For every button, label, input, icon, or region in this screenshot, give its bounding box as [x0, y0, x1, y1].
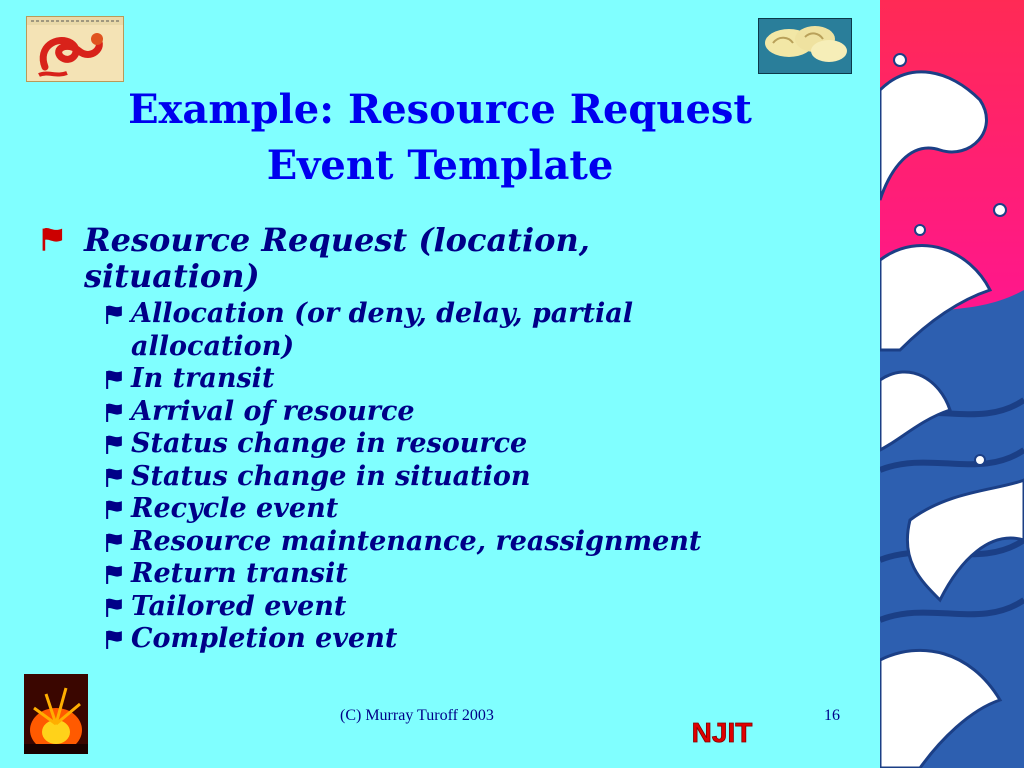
title-line-1: Example: Resource Request	[128, 86, 752, 133]
flag-icon	[104, 532, 125, 553]
great-wave-panel	[880, 0, 1024, 768]
main-item-line-2: situation)	[84, 257, 260, 295]
list-item	[104, 623, 860, 656]
list-item-main	[40, 222, 860, 294]
list-item	[104, 526, 860, 559]
list-item-text: Recycle event	[131, 493, 339, 524]
title-line-2: Event Template	[266, 142, 614, 189]
list-item	[104, 298, 860, 363]
list-item-text-cont: allocation)	[131, 330, 295, 362]
list-item-text: Resource maintenance, reassignment	[131, 525, 702, 557]
flag-icon	[40, 226, 66, 252]
flag-icon	[104, 629, 125, 650]
list-item	[104, 461, 860, 494]
list-item	[104, 396, 860, 429]
njit-logo	[682, 714, 762, 748]
volcano-photo	[24, 674, 88, 754]
flag-icon	[104, 369, 125, 390]
list-item-text: Arrival of resource	[131, 395, 415, 427]
sub-list	[104, 298, 860, 656]
bullet-list	[40, 222, 860, 656]
list-item	[104, 558, 860, 591]
list-item-text: Return transit	[131, 558, 348, 589]
list-item-text: Status change in resource	[131, 428, 528, 459]
dragon-painting	[26, 16, 124, 82]
list-item-text: Tailored event	[131, 590, 347, 622]
list-item	[104, 363, 860, 396]
list-item	[104, 493, 860, 526]
flag-icon	[104, 402, 125, 423]
logo-text: NJIT	[691, 717, 753, 748]
flag-icon	[104, 304, 125, 325]
list-item-text: Completion event	[131, 623, 398, 654]
footer-copyright: (C) Murray Turoff 2003	[340, 707, 494, 724]
list-item-text: Status change in situation	[131, 460, 531, 492]
list-item	[104, 428, 860, 461]
list-item	[104, 591, 860, 624]
main-item-line-1: Resource Request (location,	[84, 221, 590, 259]
page-number: 16	[824, 707, 840, 724]
flag-icon	[104, 434, 125, 455]
slide-title	[70, 82, 810, 194]
list-item-text: In transit	[131, 363, 275, 394]
flag-icon	[104, 467, 125, 488]
flag-icon	[104, 597, 125, 618]
list-item-text: Allocation (or deny, delay, partial	[131, 298, 633, 329]
flag-icon	[104, 564, 125, 585]
cloud-painting	[758, 18, 852, 74]
flag-icon	[104, 499, 125, 520]
